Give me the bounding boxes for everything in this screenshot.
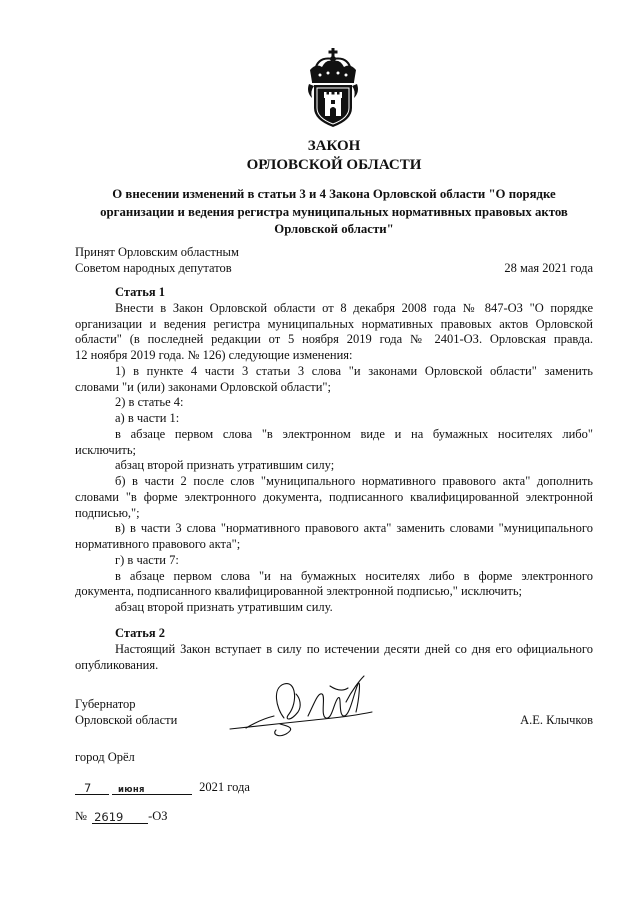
article-1-heading: Статья 1 xyxy=(115,285,165,299)
number-suffix: -ОЗ xyxy=(148,809,168,823)
subtitle-line: О внесении изменений в статьи 3 и 4 Закона Орловской области "О порядке xyxy=(112,187,556,201)
number-blank xyxy=(92,810,148,824)
article-2 xyxy=(75,626,593,673)
signer-position: Орловской области xyxy=(75,713,178,727)
month-blank xyxy=(112,781,192,795)
article-1-line: исключить; xyxy=(75,442,137,457)
adoption-date: 28 мая 2021 года xyxy=(504,261,593,275)
handwritten-signature-icon xyxy=(226,672,376,740)
article-1-line: абзац второй признать утратившим силу. xyxy=(115,600,333,614)
law-number xyxy=(75,808,168,824)
article-1-line: области" (в последней редакции от 5 ноября 2019 года № 2401-ОЗ. Орловская правда. xyxy=(75,332,593,347)
city-block xyxy=(75,749,593,765)
article-1-line: документа, подписанного квалифицированной электронной подписью," исключить; xyxy=(75,584,523,599)
article-1-line: в) в части 3 слова "нормативного правового акта" заменить словами "муниципального xyxy=(115,521,593,536)
article-1-line: абзац второй признать утратившим силу; xyxy=(115,458,335,473)
day-value: 7 xyxy=(84,781,92,795)
article-1-line: б) в части 2 после слов "муниципального нормативного правового акта" дополнить xyxy=(115,474,593,488)
article-1-line: в абзаце первом слова "и на бумажных носителях либо в форме электронного xyxy=(115,568,593,583)
article-1-line: а) в части 1: xyxy=(115,411,180,425)
subtitle-line: Орловской области" xyxy=(274,222,394,236)
article-1-line: словами "в форме электронного документа, подписанного квалифицированной электронной xyxy=(75,489,593,504)
article-1-line: нормативного правового акта"; xyxy=(75,537,241,551)
article-1-line: 2) в статье 4: xyxy=(115,395,184,410)
signer-name: А.Е. Клычков xyxy=(520,713,593,727)
number-value: 2619 xyxy=(94,810,124,824)
article-1-line: 12 ноября 2019 года. № 126) следующие изменения: xyxy=(75,348,353,362)
article-2-heading: Статья 2 xyxy=(115,626,165,640)
article-1-line: словами "и (или) законами Орловской области"; xyxy=(75,379,332,394)
year-text: 2021 года xyxy=(199,780,250,794)
article-2-line: опубликования. xyxy=(75,657,159,672)
article-1 xyxy=(75,285,593,616)
title-region: ОРЛОВСКОЙ ОБЛАСТИ xyxy=(246,157,422,173)
article-1-line: в абзаце первом слова "в электронном виде и на бумажных носителях либо" xyxy=(115,426,593,441)
adoption-block xyxy=(75,244,593,276)
month-value: июня xyxy=(118,785,145,795)
article-1-line: Внести в Закон Орловской области от 8 декабря 2008 года № 847-ОЗ "О порядке xyxy=(115,300,593,315)
title-law: ЗАКОН xyxy=(307,138,361,154)
document-subtitle xyxy=(75,186,593,239)
adoption-row xyxy=(75,260,593,276)
adoption-line: Принят Орловским областным xyxy=(75,245,239,259)
document-title xyxy=(75,137,593,175)
adoption-line: Советом народных депутатов xyxy=(75,261,232,275)
number-sign: № xyxy=(75,809,87,823)
article-1-line: 1) в пункте 4 части 3 статьи 3 слова "и законами Орловской области" заменить xyxy=(115,363,593,378)
article-2-line: Настоящий Закон вступает в силу по истечении десяти дней со дня его официального xyxy=(115,641,593,656)
coat-of-arms-icon xyxy=(306,48,360,128)
day-blank xyxy=(75,781,109,795)
city: город Орёл xyxy=(75,750,135,764)
signer-position: Губернатор xyxy=(75,697,136,711)
article-1-line: г) в части 7: xyxy=(115,552,179,567)
subtitle-line: организации и ведения регистра муниципальных нормативных правовых актов xyxy=(100,204,568,219)
article-1-line: подписью,"; xyxy=(75,505,140,520)
signing-date xyxy=(75,779,250,795)
article-1-line: организации и ведения регистра муниципальных нормативных правовых актов Орловской xyxy=(75,316,593,331)
